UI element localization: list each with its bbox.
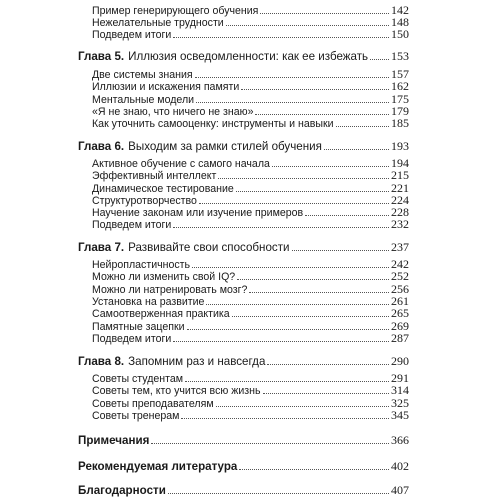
- toc-title: Эффективный интеллект: [92, 170, 217, 182]
- toc-title: Нежелательные трудности: [92, 17, 224, 29]
- chapter-title: Выходим за рамки стилей обучения: [128, 140, 322, 153]
- toc-title: Рекомендуемая литература: [78, 460, 238, 473]
- chapter-title: Запомним раз и навсегда: [128, 355, 266, 368]
- dot-leader: [292, 250, 390, 251]
- toc-entry-sub: [92, 270, 409, 283]
- toc-title: Благодарности: [78, 484, 166, 497]
- toc-title: [78, 242, 290, 254]
- page-number: 228: [391, 205, 409, 219]
- toc-title: [78, 51, 368, 63]
- dot-leader: [336, 126, 389, 127]
- page-number: 314: [391, 383, 409, 397]
- page-number: 345: [391, 408, 409, 422]
- toc-title: Примечания: [78, 434, 150, 447]
- toc-entry-back: [78, 434, 409, 447]
- chapter-number: Глава 8.: [78, 355, 125, 368]
- page-number: 232: [391, 217, 409, 231]
- dot-leader: [305, 215, 389, 216]
- page-number: 221: [391, 181, 409, 195]
- toc-title: Установка на развитие: [92, 296, 205, 308]
- page-number: 402: [391, 459, 409, 473]
- toc-entry-sub: [92, 384, 409, 397]
- chapter-number: Глава 7.: [78, 241, 125, 254]
- dot-leader: [173, 37, 389, 38]
- page-number: 157: [391, 67, 409, 81]
- toc-title: Иллюзии и искажения памяти: [92, 81, 240, 93]
- toc-title: Научение законам или изучение примеров: [92, 207, 304, 219]
- dot-leader: [370, 59, 389, 60]
- page-number: 162: [391, 79, 409, 93]
- toc-title: Памятные зацепки: [92, 321, 185, 333]
- dot-leader: [218, 178, 389, 179]
- toc-title: Как уточнить самооценку: инструменты и навыки: [92, 118, 334, 130]
- toc-title: Ментальные модели: [92, 94, 195, 106]
- page-number: 290: [391, 354, 409, 368]
- page-number: 237: [391, 240, 409, 254]
- dot-leader: [260, 13, 389, 14]
- toc-entry-back: [78, 460, 409, 473]
- toc-entry-sub: [92, 80, 409, 93]
- dot-leader: [324, 149, 389, 150]
- dot-leader: [199, 203, 389, 204]
- page-number: 142: [391, 3, 409, 17]
- toc-title: Подведем итоги: [92, 29, 172, 41]
- dot-leader: [181, 418, 389, 419]
- toc-title: Самоотверженная практика: [92, 308, 230, 320]
- toc-title: Советы тренерам: [92, 410, 180, 422]
- dot-leader: [151, 443, 389, 444]
- page-number: 153: [391, 49, 409, 63]
- page-number: 291: [391, 371, 409, 385]
- toc-title: [78, 141, 322, 153]
- page-number: 215: [391, 168, 409, 182]
- toc-title: Структуротворчество: [92, 195, 197, 207]
- dot-leader: [187, 329, 389, 330]
- toc-entry-sub: [92, 169, 409, 182]
- page-number: 224: [391, 193, 409, 207]
- chapter-number: Глава 6.: [78, 140, 125, 153]
- toc-title: Две системы знания: [92, 69, 193, 81]
- page-number: 175: [391, 92, 409, 106]
- page-number: 194: [391, 156, 409, 170]
- toc-entry-chapter: [78, 50, 409, 63]
- dot-leader: [239, 469, 389, 470]
- page-number: 287: [391, 331, 409, 345]
- dot-leader: [263, 393, 390, 394]
- page-number: 193: [391, 139, 409, 153]
- toc-entry-sub: [92, 117, 409, 130]
- dot-leader: [206, 304, 389, 305]
- dot-leader: [241, 89, 389, 90]
- toc-entry-chapter: [78, 140, 409, 153]
- dot-leader: [168, 493, 389, 494]
- page-number: 185: [391, 116, 409, 130]
- toc-title: Советы студентам: [92, 373, 184, 385]
- chapter-title: Развивайте свои способности: [128, 241, 290, 254]
- toc-title: Советы преподавателям: [92, 398, 214, 410]
- dot-leader: [196, 102, 389, 103]
- dot-leader: [195, 77, 389, 78]
- dot-leader: [236, 191, 389, 192]
- dot-leader: [249, 292, 389, 293]
- page-number: 325: [391, 396, 409, 410]
- dot-leader: [255, 114, 389, 115]
- page-number: 366: [391, 433, 409, 447]
- page-number: 256: [391, 282, 409, 296]
- page-number: 265: [391, 306, 409, 320]
- toc-title: Подведем итоги: [92, 219, 172, 231]
- toc-entry-sub: [92, 28, 409, 41]
- dot-leader: [272, 166, 389, 167]
- toc-title: Подведем итоги: [92, 333, 172, 345]
- toc-title: Динамическое тестирование: [92, 183, 234, 195]
- toc-title: Можно ли изменить свой IQ?: [92, 271, 236, 283]
- toc-entry-sub: [92, 332, 409, 345]
- toc-title: Советы тем, кто учится всю жизнь: [92, 385, 261, 397]
- chapter-title: Иллюзия осведомленности: как ее избежать: [128, 50, 369, 63]
- page-number: 242: [391, 257, 409, 271]
- toc-title: «Я не знаю, что ничего не знаю»: [92, 106, 254, 118]
- page-number: 252: [391, 269, 409, 283]
- page-number: 407: [391, 483, 409, 497]
- chapter-number: Глава 5.: [78, 50, 125, 63]
- dot-leader: [192, 267, 389, 268]
- toc-entry-chapter: [78, 241, 409, 254]
- toc-entry-back: [78, 484, 409, 497]
- page-number: 179: [391, 104, 409, 118]
- toc-title: [78, 356, 265, 368]
- toc-title: Нейропластичность: [92, 259, 191, 271]
- toc-entry-chapter: [78, 355, 409, 368]
- toc-entry-sub: [92, 409, 409, 422]
- page-number: 261: [391, 294, 409, 308]
- toc-entry-sub: [92, 307, 409, 320]
- toc-title: Активное обучение с самого начала: [92, 158, 270, 170]
- dot-leader: [216, 406, 389, 407]
- page-number: 269: [391, 319, 409, 333]
- dot-leader: [267, 364, 389, 365]
- page-number: 150: [391, 27, 409, 41]
- page-number: 148: [391, 15, 409, 29]
- dot-leader: [237, 279, 389, 280]
- dot-leader: [173, 227, 389, 228]
- dot-leader: [226, 25, 389, 26]
- toc-entry-sub: [92, 218, 409, 231]
- toc-title: Пример генерирующего обучения: [92, 5, 259, 17]
- dot-leader: [185, 381, 389, 382]
- dot-leader: [173, 341, 389, 342]
- dot-leader: [232, 316, 389, 317]
- toc-title: Можно ли натренировать мозг?: [92, 284, 248, 296]
